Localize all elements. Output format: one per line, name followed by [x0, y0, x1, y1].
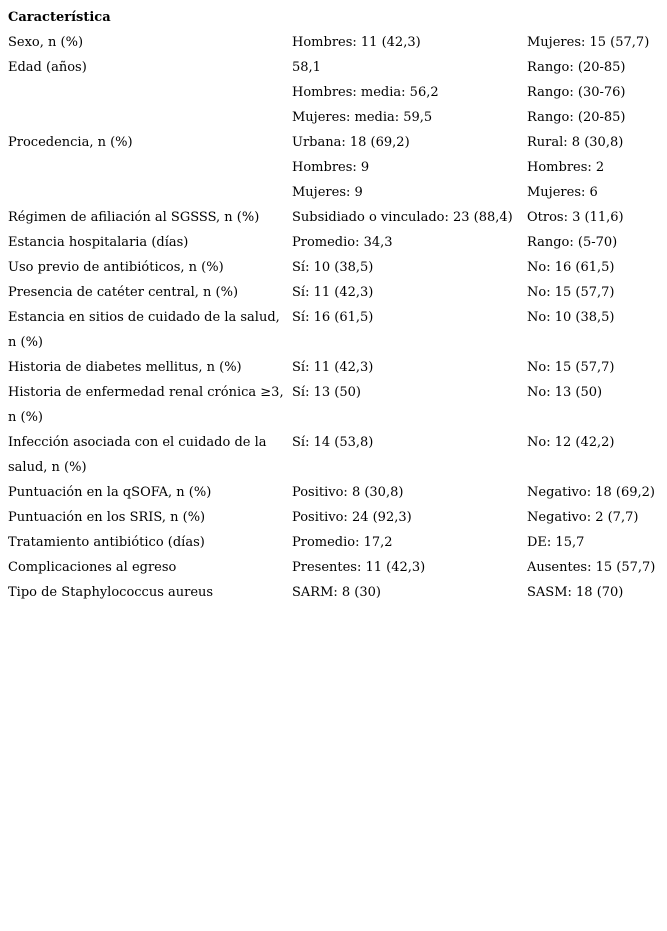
row-value-1: Positivo: 8 (30,8) — [292, 485, 404, 500]
row-label: Historia de enfermedad renal crónica ≥3, n (%) — [8, 385, 284, 425]
table-row — [5, 80, 666, 105]
row-label — [5, 155, 289, 180]
row-value-2: No: 13 (50) — [527, 385, 603, 400]
table-row — [5, 205, 666, 230]
table-row — [5, 55, 666, 80]
row-value-2: Rango: (20-85) — [527, 110, 626, 125]
row-label: Historia de diabetes mellitus, n (%) — [8, 360, 242, 375]
row-value-2: Otros: 3 (11,6) — [527, 210, 624, 225]
row-label: Infección asociada con el cuidado de la salud, n (%) — [8, 435, 267, 475]
row-value-1: Presentes: 11 (42,3) — [292, 560, 426, 575]
row-label: Procedencia, n (%) — [8, 135, 133, 150]
table-row — [5, 380, 666, 430]
row-value-1: Positivo: 24 (92,3) — [292, 510, 412, 525]
row-value-1: Sí: 10 (38,5) — [292, 260, 374, 275]
table-row — [5, 555, 666, 580]
row-label: Uso previo de antibióticos, n (%) — [8, 260, 224, 275]
table-row — [5, 480, 666, 505]
table-row — [5, 105, 666, 130]
row-value-2: DE: 15,7 — [527, 535, 585, 550]
row-value-2: Mujeres: 15 (57,7) — [527, 35, 650, 50]
row-value-1: Hombres: 9 — [292, 160, 370, 175]
row-value-1: Urbana: 18 (69,2) — [292, 135, 410, 150]
table-row — [5, 430, 666, 480]
row-label: Edad (años) — [8, 60, 87, 75]
row-label — [5, 80, 289, 105]
header-blank-3 — [524, 5, 666, 30]
row-value-1: Sí: 14 (53,8) — [292, 435, 374, 450]
row-value-2: Ausentes: 15 (57,7) — [527, 560, 656, 575]
table-row — [5, 305, 666, 355]
row-value-2: Rango: (20-85) — [527, 60, 626, 75]
row-label: Complicaciones al egreso — [8, 560, 177, 575]
table-row — [5, 530, 666, 555]
row-value-2: Rango: (30-76) — [527, 85, 626, 100]
table-row — [5, 155, 666, 180]
row-value-1: Mujeres: media: 59,5 — [292, 110, 433, 125]
row-label: Estancia hospitalaria (días) — [8, 235, 189, 250]
row-label: Régimen de afiliación al SGSSS, n (%) — [8, 210, 260, 225]
table-row — [5, 355, 666, 380]
row-value-1: Sí: 16 (61,5) — [292, 310, 374, 325]
header-blank-2 — [289, 5, 524, 30]
row-value-1: Sí: 11 (42,3) — [292, 285, 374, 300]
row-value-1: Mujeres: 9 — [292, 185, 363, 200]
table-row — [5, 280, 666, 305]
row-value-2: Negativo: 2 (7,7) — [527, 510, 639, 525]
row-value-2: No: 15 (57,7) — [527, 285, 615, 300]
row-label — [5, 180, 289, 205]
table-row — [5, 505, 666, 530]
header-caracteristica: Característica — [8, 10, 111, 25]
row-value-1: Sí: 13 (50) — [292, 385, 361, 400]
table-row — [5, 255, 666, 280]
row-value-1: Hombres: 11 (42,3) — [292, 35, 421, 50]
table-row — [5, 30, 666, 55]
row-value-2: SASM: 18 (70) — [527, 585, 624, 600]
row-label: Puntuación en la qSOFA, n (%) — [8, 485, 212, 500]
row-label: Estancia en sitios de cuidado de la salud, n (%) — [8, 310, 280, 350]
row-label: Tipo de Staphylococcus aureus — [8, 585, 214, 600]
row-label: Sexo, n (%) — [8, 35, 84, 50]
row-value-1: 58,1 — [292, 60, 321, 75]
row-value-1: SARM: 8 (30) — [292, 585, 381, 600]
table-row — [5, 180, 666, 205]
characteristics-table — [5, 5, 666, 605]
row-label: Presencia de catéter central, n (%) — [8, 285, 239, 300]
table-header-row — [5, 5, 666, 30]
table-row — [5, 230, 666, 255]
row-value-2: No: 15 (57,7) — [527, 360, 615, 375]
row-value-2: No: 10 (38,5) — [527, 310, 615, 325]
row-value-1: Promedio: 17,2 — [292, 535, 393, 550]
row-value-2: No: 16 (61,5) — [527, 260, 615, 275]
row-value-2: No: 12 (42,2) — [527, 435, 615, 450]
row-value-2: Mujeres: 6 — [527, 185, 598, 200]
row-label: Tratamiento antibiótico (días) — [8, 535, 205, 550]
row-value-2: Rural: 8 (30,8) — [527, 135, 624, 150]
row-value-1: Promedio: 34,3 — [292, 235, 393, 250]
table-row — [5, 130, 666, 155]
row-value-1: Hombres: media: 56,2 — [292, 85, 439, 100]
row-label: Puntuación en los SRIS, n (%) — [8, 510, 206, 525]
row-value-2: Hombres: 2 — [527, 160, 605, 175]
row-value-2: Negativo: 18 (69,2) — [527, 485, 655, 500]
row-label — [5, 105, 289, 130]
row-value-1: Sí: 11 (42,3) — [292, 360, 374, 375]
row-value-2: Rango: (5-70) — [527, 235, 618, 250]
table-row — [5, 580, 666, 605]
row-value-1: Subsidiado o vinculado: 23 (88,4) — [292, 210, 513, 225]
